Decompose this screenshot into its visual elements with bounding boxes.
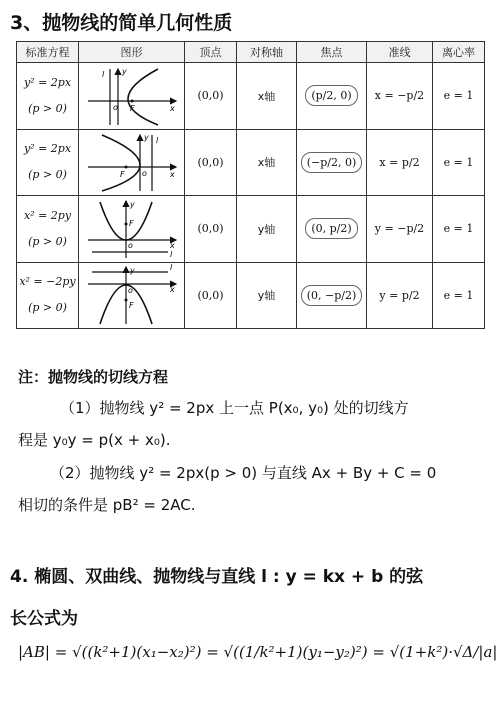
svg-text:F: F: [128, 218, 134, 228]
header-cell: 离心率: [433, 42, 485, 63]
focus-cell: [297, 196, 367, 263]
svg-text:y: y: [129, 266, 135, 276]
svg-text:o: o: [112, 102, 118, 112]
note-title: 注：抛物线的切线方程: [18, 368, 169, 386]
graph-cell: [79, 63, 185, 130]
header-cell: 标准方程: [17, 42, 79, 63]
equation: y² = 2px: [23, 142, 72, 156]
equation-cell: [17, 129, 79, 196]
note-item-1-cont: 程是 y₀y = p(x + x₀).: [18, 431, 171, 449]
axis-cell: x轴: [237, 63, 297, 130]
svg-text:x: x: [169, 285, 175, 295]
svg-text:o: o: [127, 240, 133, 250]
note-item-2: （2）抛物线 y² = 2px(p > 0) 与直线 Ax + By + C = 0: [50, 464, 437, 482]
directrix-cell: x = −p/2: [367, 63, 433, 130]
svg-text:y: y: [121, 66, 127, 76]
focus-value: (−p/2, 0): [301, 152, 363, 173]
vertex-cell: (0,0): [185, 196, 237, 263]
svg-text:y: y: [143, 133, 149, 143]
header-cell: 对称轴: [237, 42, 297, 63]
condition: (p > 0): [28, 168, 67, 182]
graph-cell: [79, 129, 185, 196]
equation-cell: [17, 262, 79, 329]
svg-text:l: l: [155, 136, 158, 146]
eccentricity-cell: e = 1: [433, 63, 485, 130]
chord-length-formula: |AB| = √((k²+1)(x₁−x₂)²) = √((1/k²+1)(y₁−y₂)²) = √(1+k²)·√Δ/|a|: [18, 643, 498, 661]
equation: x² = −2py: [19, 275, 76, 289]
equation: x² = 2py: [23, 208, 72, 222]
vertex-cell: (0,0): [185, 129, 237, 196]
parabola-right-graph: [82, 65, 182, 127]
parabola-properties-table: [16, 41, 485, 329]
header-cell: 准线: [367, 42, 433, 63]
table-row: [17, 262, 485, 329]
equation-cell: [17, 196, 79, 263]
note-item-2-cont: 相切的条件是 pB² = 2AC.: [18, 496, 196, 514]
focus-cell: [297, 262, 367, 329]
eccentricity-cell: e = 1: [433, 262, 485, 329]
section-title: 3、抛物线的简单几何性质: [10, 12, 233, 34]
axis-cell: y轴: [237, 262, 297, 329]
focus-cell: [297, 63, 367, 130]
axis-cell: x轴: [237, 129, 297, 196]
header-cell: 图形: [79, 42, 185, 63]
equation: y² = 2px: [23, 75, 72, 89]
graph-cell: [79, 196, 185, 263]
svg-text:F: F: [128, 301, 134, 311]
svg-text:l: l: [169, 264, 172, 273]
table-row: [17, 196, 485, 263]
axis-cell: y轴: [237, 196, 297, 263]
directrix-cell: y = p/2: [367, 262, 433, 329]
equation-cell: [17, 63, 79, 130]
vertex-cell: (0,0): [185, 63, 237, 130]
svg-text:x: x: [169, 240, 175, 250]
svg-text:o: o: [141, 169, 147, 179]
eccentricity-cell: e = 1: [433, 196, 485, 263]
directrix-cell: y = −p/2: [367, 196, 433, 263]
header-cell: 顶点: [185, 42, 237, 63]
directrix-cell: x = p/2: [367, 129, 433, 196]
svg-text:o: o: [127, 286, 133, 296]
parabola-down-graph: [82, 264, 182, 326]
svg-text:y: y: [129, 199, 135, 209]
svg-text:F: F: [119, 170, 125, 180]
graph-cell: [79, 262, 185, 329]
table-header-row: [17, 42, 485, 63]
eccentricity-cell: e = 1: [433, 129, 485, 196]
focus-value: (0, −p/2): [301, 285, 363, 306]
parabola-left-graph: [82, 131, 182, 193]
svg-text:x: x: [169, 170, 175, 180]
note-item-1: （1）抛物线 y² = 2px 上一点 P(x₀, y₀) 处的切线方: [60, 399, 409, 417]
vertex-cell: (0,0): [185, 262, 237, 329]
focus-value: (p/2, 0): [305, 85, 357, 106]
section4-title-line2: 长公式为: [10, 609, 78, 629]
condition: (p > 0): [28, 234, 67, 248]
table-row: [17, 129, 485, 196]
header-cell: 焦点: [297, 42, 367, 63]
condition: (p > 0): [28, 301, 67, 315]
table-row: [17, 63, 485, 130]
condition: (p > 0): [28, 101, 67, 115]
svg-text:l: l: [101, 69, 104, 79]
svg-text:l: l: [169, 249, 172, 259]
focus-value: (0, p/2): [305, 218, 357, 239]
svg-text:F: F: [129, 103, 135, 113]
section4-title-line1: 4. 椭圆、双曲线、抛物线与直线 l : y = kx + b 的弦: [10, 567, 424, 587]
svg-text:x: x: [169, 103, 175, 113]
focus-cell: [297, 129, 367, 196]
parabola-up-graph: [82, 198, 182, 260]
